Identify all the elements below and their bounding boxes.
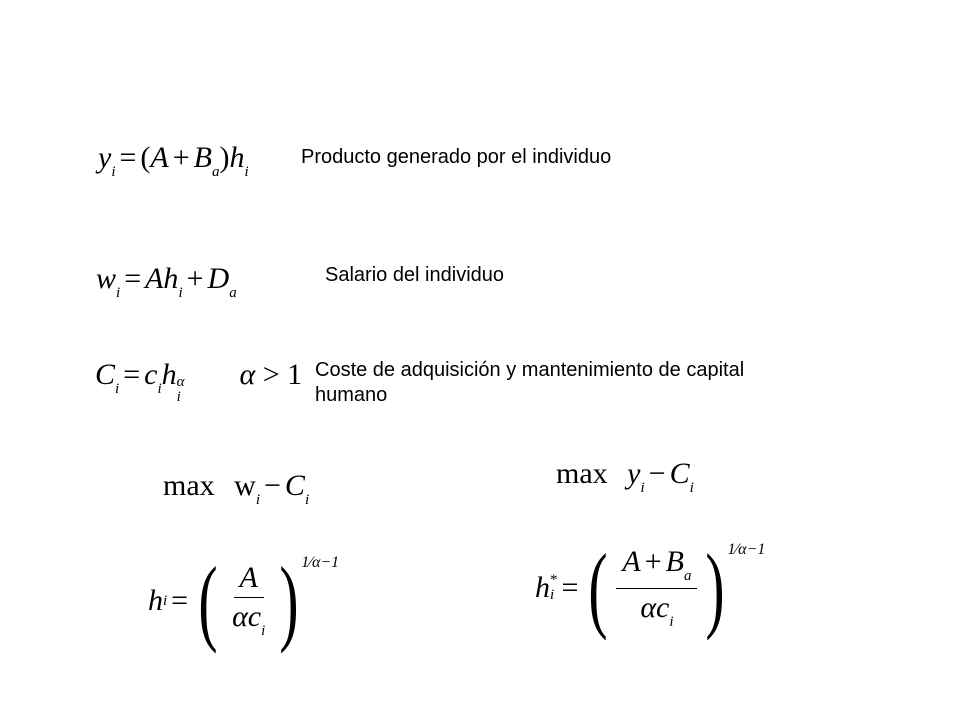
alpha-condition: > 1	[262, 358, 303, 391]
equation-cost: $C_i = c_ih$ α i α > 1	[95, 358, 303, 405]
salary-description: Salario del individuo	[325, 264, 505, 286]
equation-max-product: $\max y_i - C_i$	[556, 457, 694, 496]
product-description: Producto generado por el individuo	[301, 146, 612, 168]
equation-salary: $w_i = Ah_i + D_a$	[96, 262, 237, 301]
equation-max-salary: $\max w_i - C_i$	[163, 469, 310, 508]
equation-h-optimal: h i = ( $\frac{A}{\alpha c_i}$ ) 1⁄α−1	[148, 547, 340, 654]
equation-h-star: h * i = ( $\frac{A + B_a}{\alpha c_i}$ ) 1⁄α−1	[535, 534, 766, 641]
equation-product: $y_i = (A + B_a)h_i$	[98, 141, 249, 180]
cost-description: Coste de adquisición y mantenimiento de capital humano	[315, 359, 745, 406]
